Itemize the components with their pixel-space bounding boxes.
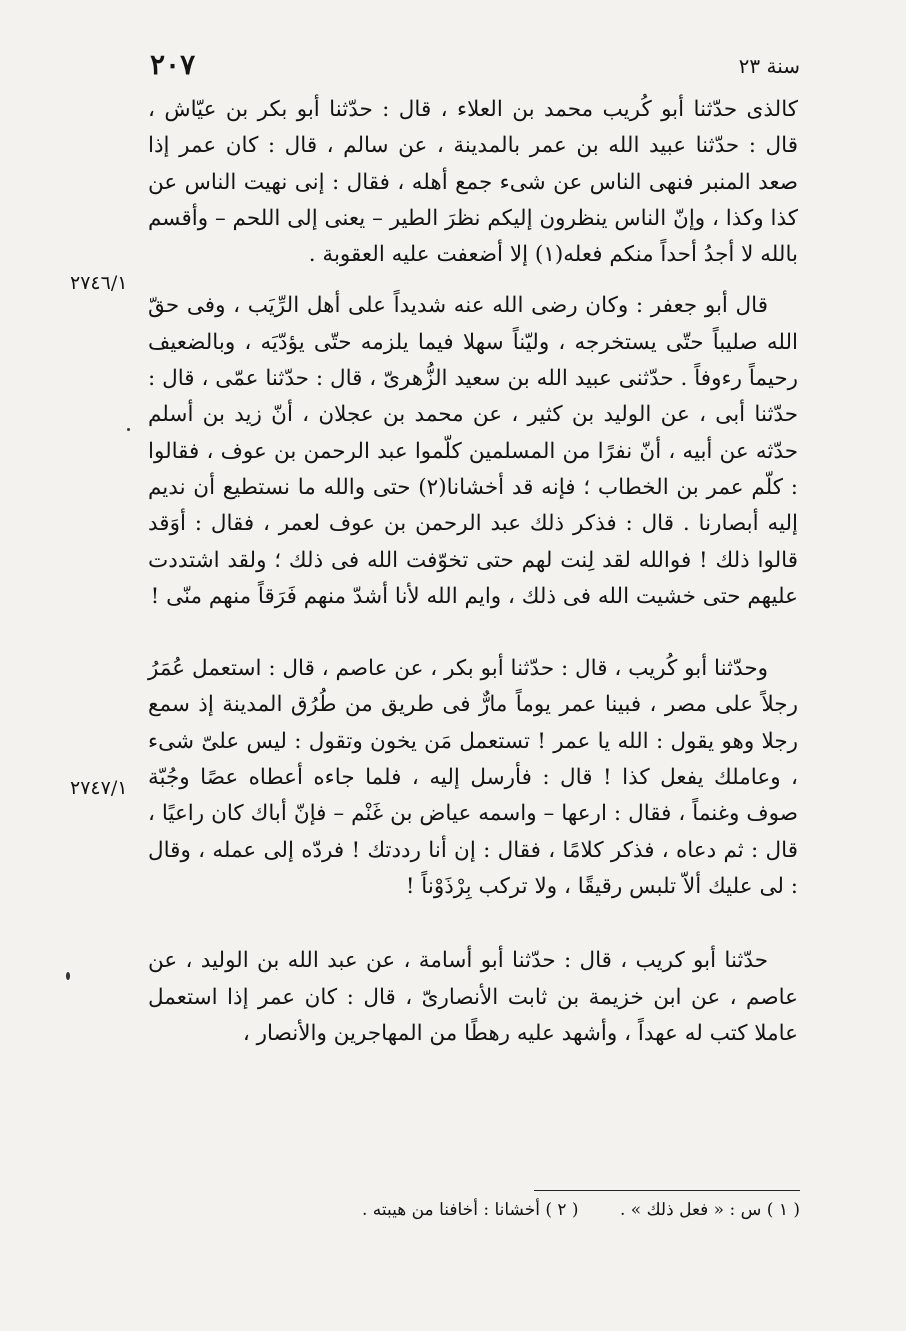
page-number: ٢٠٧ (150, 48, 196, 81)
running-header-year: سنة ٢٣ (738, 54, 800, 78)
paragraph-2: قال أبو جعفر : وكان رضى الله عنه شديداً على أهل الرِّيَب ، وفى حقّ الله صليباً حتّى يستخرجه ، وليّناً سهلا فيما يلزمه حتّى يؤدّيَه ، وبالضعيف رحيماً رءوفاً . حدّثنى عبيد الله بن سعيد الزُّهرىّ ، قال : حدّثنا عمّى ، قال : حدّثنا أبى ، عن الوليد بن كثير ، عن محمد بن عجلان ، أنّ زيد بن أسلم حدّثه عن أبيه ، أنّ نفرًا من المسلمين كلّموا عبد الرحمن بن عوف ، فقالوا : كلّم عمر بن الخطاب ؛ فإنه قد أخشانا(٢) حتى والله ما نستطيع أن نديم إليه أبصارنا . قال : فذكر ذلك عبد الرحمن بن عوف لعمر ، فقال : أوَقد قالوا ذلك ! فوالله لقد لِنت لهم حتى تخوّفت الله فى ذلك ؛ ولقد اشتددت عليهم حتى خشيت الله فى ذلك ، وايم الله لأنا أشدّ منهم فَرَقاً منهم منّى ! (148, 293, 798, 609)
page-header (150, 48, 800, 88)
paragraph-3: وحدّثنا أبو كُريب ، قال : حدّثنا أبو بكر ، عن عاصم ، قال : استعمل عُمَرُ رجلاً على مصر ، فبينا عمر يوماً مارٌّ فى طريق من طُرُق المدينة إذ سمع رجلا وهو يقول : الله يا عمر ! تستعمل مَن يخون وتقول : ليس علىّ شىء ، وعاملك يفعل كذا ! قال : فأرسل إليه ، فلما جاءه أعطاه عصًا وجُبّة صوف وغنماً ، فقال : ارعها – واسمه عياض بن غَنْم – فإنّ أباك كان راعيًا ، قال : ثم دعاه ، فذكر كلامًا ، فقال : إن أنا رددتك ! فردّه إلى عمله ، وقال : لى عليك ألاّ تلبس رقيقًا ، ولا تركب بِرْذَوْناً ! (148, 656, 798, 899)
footnote-divider (534, 1190, 800, 1191)
footnotes (270, 1198, 800, 1222)
main-text (148, 92, 798, 1052)
print-speck (66, 972, 70, 980)
paragraph-4: حدّثنا أبو كريب ، قال : حدّثنا أبو أسامة ، عن عبد الله بن الوليد ، عن عاصم ، عن ابن خزيمة بن ثابت الأنصارىّ ، قال : كان عمر إذا استعمل عاملا كتب له عهداً ، وأشهد عليه رهطًا من المهاجرين والأنصار ، (148, 948, 798, 1046)
print-speck (127, 428, 130, 431)
footnote-2: ( ٢ ) أخشانا : أخافنا من هيبته . (361, 1200, 579, 1220)
margin-reference-1: ٢٧٤٦/١ (70, 272, 128, 294)
paragraph-1: كالذى حدّثنا أبو كُريب محمد بن العلاء ، قال : حدّثنا أبو بكر بن عيّاش ، قال : حدّثنا عبيد الله بن عمر بالمدينة ، عن سالم ، قال : كان عمر إذا صعد المنبر فنهى الناس عن شىء جمع أهله ، فقال : إنى نهيت الناس عن كذا وكذا ، وإنّ الناس ينظرون إليكم نظرَ الطير – يعنى إلى اللحم – وأقسم بالله لا أجدُ أحداً منكم فعله(١) إلا أضعفت عليه العقوبة . (148, 97, 798, 268)
margin-reference-2: ٢٧٤٧/١ (70, 777, 128, 799)
footnote-1: ( ١ ) س : « فعل ذلك » . (619, 1200, 800, 1220)
